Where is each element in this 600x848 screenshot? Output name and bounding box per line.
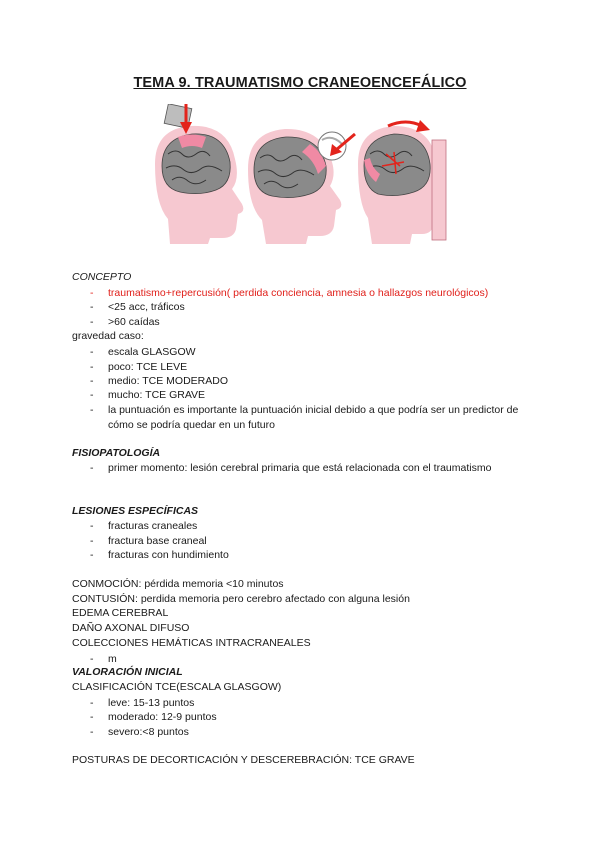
head-impact-top [155,104,243,244]
lesiones-heading: LESIONES ESPECÍFICAS [72,505,199,517]
valoracion-subheading: CLASIFICACIÓN TCE(ESCALA GLASGOW) [72,681,282,693]
list-item: - fractura base craneal [90,535,207,547]
page-title: TEMA 9. TRAUMATISMO CRANEOENCEFÁLICO [133,75,467,91]
list-item: - poco: TCE LEVE [90,361,188,373]
edema-line: EDEMA CEREBRAL [72,607,169,619]
head-trauma-illustration [150,104,450,244]
list-item: - >60 caídas [90,316,160,328]
head-impact-side [248,129,355,244]
list-item: - medio: TCE MODERADO [90,375,228,387]
list-item: - traumatismo+repercusión( perdida conciencia, amnesia o hallazgos neurológicos) [90,287,489,299]
dano-axonal-line: DAÑO AXONAL DIFUSO [72,622,190,634]
list-item: - m [90,653,117,665]
list-item: - fracturas con hundimiento [90,549,229,561]
head-impact-coup-contrecoup [358,120,446,244]
list-item: - la puntuación es importante la puntuación inicial debido a que podría ser un predictor de cómo se podría quedar en un futuro [90,404,519,431]
list-item: - fracturas craneales [90,520,198,532]
list-item: - moderado: 12-9 puntos [90,711,217,723]
contusion-line: CONTUSIÓN: perdida memoria pero cerebro afectado con alguna lesión [72,593,410,605]
colecciones-line: COLECCIONES HEMÁTICAS INTRACRANEALES [72,637,311,649]
gravedad-heading: gravedad caso: [72,330,144,342]
list-item: - leve: 15-13 puntos [90,697,195,709]
list-item: - primer momento: lesión cerebral primaria que está relacionada con el traumatismo [90,462,492,474]
list-item: - severo:<8 puntos [90,726,189,738]
concepto-heading: CONCEPTO [72,271,132,283]
list-item: - escala GLASGOW [90,346,196,358]
valoracion-heading: VALORACIÓN INICIAL [72,666,183,678]
posturas-line: POSTURAS DE DECORTICACIÓN Y DESCEREBRACIÓN: TCE GRAVE [72,754,415,766]
fisiopatologia-heading: FISIOPATOLOGÍA [72,447,161,459]
conmocion-line: CONMOCIÓN: pérdida memoria <10 minutos [72,578,284,590]
list-item: - <25 acc, tráficos [90,301,185,313]
list-item: - mucho: TCE GRAVE [90,389,206,401]
